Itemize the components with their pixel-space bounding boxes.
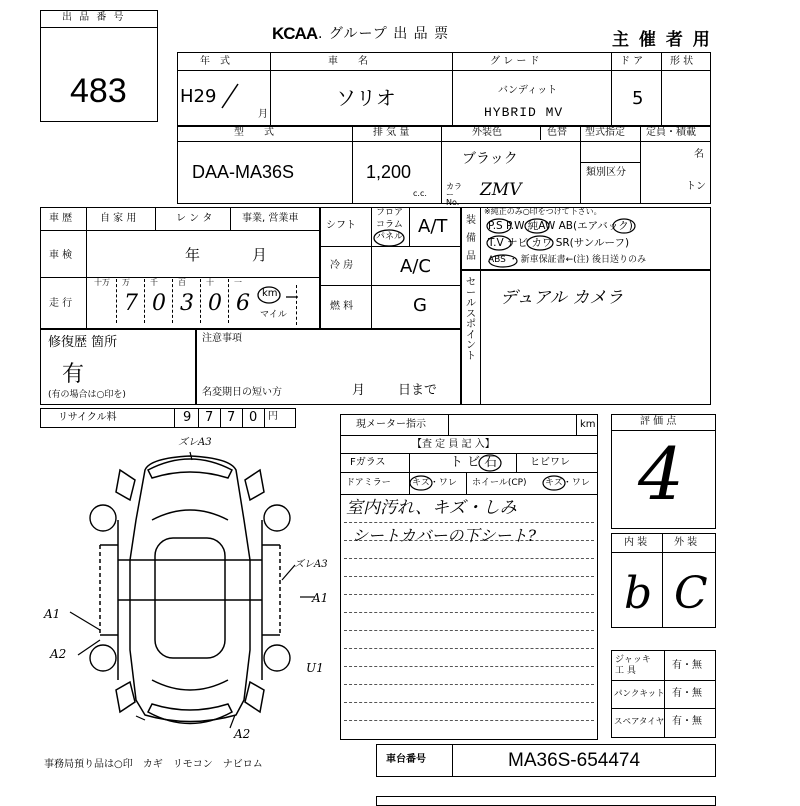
mirror-label: ドアミラー — [346, 478, 391, 488]
fglass-crack: ヒビワレ — [530, 457, 570, 468]
tool-spare-label: スペアタイヤ — [614, 717, 665, 727]
eval-score-label: 評 価 点 — [640, 416, 677, 427]
comment-rule — [344, 594, 594, 595]
private-use-label: 自 家 用 — [100, 213, 137, 224]
mileage-digit: 0 — [152, 291, 166, 316]
bottom-partial-table — [376, 796, 716, 806]
lot-number-label: 出 品 番 号 — [62, 12, 126, 23]
copy-label: 主 催 者 用 — [612, 30, 712, 50]
mileage-digit: 0 — [208, 291, 222, 316]
comment-rule — [344, 522, 594, 523]
recycle-yen: 円 — [268, 411, 278, 422]
model-label: 型 式 — [234, 127, 274, 138]
repair-note: (有の場合は○印を) — [48, 390, 126, 400]
repaint-label: 色替 — [547, 127, 567, 138]
diagram-mark-right: ズレA3 — [294, 559, 328, 570]
business-label: 事業, 営業車 — [242, 213, 299, 224]
sales-side-label: セールスポイント — [466, 277, 476, 362]
category-label: 類別区分 — [586, 167, 626, 178]
equipment-row3: ABS ・ 新車保証書←(注) 後日送りのみ — [488, 255, 647, 265]
repair-value: 有 — [62, 362, 85, 387]
grade-line2: HYBRID MV — [484, 105, 564, 120]
shift-value: A/T — [418, 216, 448, 237]
ac-value: A/C — [400, 256, 431, 277]
diagram-mark-left-a1: A1 — [44, 607, 61, 621]
year-month-unit: 月 — [258, 109, 268, 120]
rental-label: レ ン タ — [176, 213, 213, 224]
tons-unit: トン — [686, 181, 706, 192]
comment-rule — [344, 666, 594, 667]
mileage-unit-label: 万 — [122, 278, 130, 287]
doors-label: ド ア — [620, 56, 644, 67]
year-value: H29 — [180, 86, 217, 107]
shift-option-column: コラム — [376, 220, 403, 230]
color-value: ブラック — [462, 151, 518, 167]
fuel-label: 燃 料 — [330, 301, 354, 312]
notes-label: 注意事項 — [202, 333, 242, 344]
tool-punct-label: パンクキット — [614, 689, 665, 699]
chassis-value: MA36S-654474 — [508, 750, 641, 771]
inspector-comment-1: 室内汚れ、キズ・しみ — [346, 498, 517, 518]
equipment-row1: P.S P.W 純AW AB(エアバック) — [488, 220, 633, 232]
fuel-value: G — [413, 295, 427, 316]
comment-rule — [344, 702, 594, 703]
ac-label: 冷 房 — [330, 260, 354, 271]
comment-rule — [344, 612, 594, 613]
tool-jack-value: 有・無 — [672, 660, 702, 671]
history-label: 車 歴 — [49, 213, 73, 224]
exterior-label: 外 装 — [674, 537, 698, 548]
comment-rule — [344, 720, 594, 721]
shift-option-panel: パネル — [376, 232, 404, 242]
interior-label: 内 装 — [624, 537, 648, 548]
tool-jack-label: ジャッキ 工 具 — [615, 655, 651, 676]
model-designation-label: 型式指定 — [585, 127, 625, 138]
exterior-value: C — [674, 568, 708, 619]
name-label: 車 名 — [328, 56, 368, 67]
shape-label: 形 状 — [670, 56, 694, 67]
recycle-digit: 7 — [227, 410, 236, 425]
comment-rule — [344, 648, 594, 649]
capacity-label: 定員・積載 — [646, 127, 696, 138]
recycle-label: リサイクル料 — [58, 412, 117, 423]
color-no-value: ZMV — [480, 180, 522, 200]
tool-punct-value: 有・無 — [672, 688, 702, 699]
diagram-mark-u1: U1 — [306, 661, 324, 675]
meter-label: 現メーター指示 — [356, 419, 426, 430]
equipment-note: ※純正のみ○印をつけて下さい。 — [484, 207, 602, 216]
comment-rule — [344, 684, 594, 685]
comment-rule — [344, 630, 594, 631]
diagram-mark-right-a1: A1 — [312, 591, 329, 605]
model-value: DAA-MA36S — [192, 162, 295, 182]
persons-unit: 名 — [694, 149, 704, 160]
inspection-year-unit: 年 — [185, 246, 201, 264]
mileage-unit-label: 十 — [206, 278, 214, 287]
lot-number-value: 483 — [70, 72, 127, 110]
exterior-color-label: 外装色 — [472, 127, 502, 138]
shift-label: シフト — [326, 220, 356, 231]
meter-km-unit: km — [580, 419, 596, 430]
fglass-label: Fガラス — [350, 457, 386, 468]
sales-point-text: デュアル カメラ — [500, 288, 624, 308]
equipment-row2: T.V ナビ カワ SR(サンルーフ) — [488, 237, 630, 249]
wheel-options: キズ・ワレ — [545, 478, 590, 488]
recycle-digit: 7 — [205, 410, 214, 425]
inspection-label: 車 検 — [49, 250, 73, 261]
office-items: 事務局預り品は○印 カギ リモコン ナビロム — [44, 759, 263, 770]
tool-spare-value: 有・無 — [672, 716, 702, 727]
color-no-label: カラー No. — [446, 182, 462, 207]
doors-value: 5 — [632, 88, 644, 109]
wheel-label: ホイール(CP) — [472, 478, 527, 488]
comment-rule — [344, 576, 594, 577]
shift-option-floor: フロア — [376, 208, 404, 218]
recycle-digit: 0 — [249, 410, 258, 425]
mileage-digit: 7 — [124, 291, 138, 316]
inspector-comment-2: シートカバーの下シート? — [352, 526, 537, 545]
displacement-value: 1,200 — [366, 162, 412, 182]
mileage-digit: 6 — [236, 291, 250, 316]
displacement-label: 排 気 量 — [373, 127, 410, 138]
inspector-heading: 【査 定 員 記 入】 — [412, 439, 495, 450]
diagram-mark-bottom-a2: A2 — [234, 727, 251, 741]
form-title: . グループ 出 品 票 — [318, 26, 450, 42]
mileage-unit-label: 一 — [234, 278, 242, 287]
mirror-options: キズ・ワレ — [412, 478, 457, 488]
grade-line1: バンディット — [498, 85, 558, 96]
recycle-digit: 9 — [183, 410, 192, 425]
mileage-label: 走 行 — [49, 298, 73, 309]
auction-logo: KCAA — [272, 24, 318, 43]
repair-label: 修復歴 箇所 — [48, 335, 118, 350]
deadline-month-unit: 月 — [352, 383, 366, 398]
comment-rule — [344, 558, 594, 559]
mileage-unit-label: 十万 — [94, 278, 110, 287]
deadline-label: 名変期日の短い方 — [202, 387, 282, 398]
inspection-month-unit: 月 — [252, 246, 268, 264]
diagram-mark-top: ズレA3 — [178, 437, 212, 448]
interior-value: b — [624, 568, 653, 619]
year-label: 年 式 — [200, 56, 230, 67]
chassis-label: 車台番号 — [386, 754, 426, 765]
cc-unit: c.c. — [413, 189, 427, 198]
mile-label: マイル — [260, 310, 287, 320]
equipment-side-label: 装 備 品 — [466, 215, 476, 262]
mileage-unit-label: 千 — [150, 278, 158, 287]
diagram-mark-left-a2: A2 — [50, 647, 67, 661]
eval-score-value: 4 — [638, 432, 684, 516]
fglass-chip: ト ビ 石 — [450, 455, 498, 470]
grade-label: グ レ ー ド — [490, 56, 540, 67]
mileage-digit: 3 — [180, 291, 194, 316]
mileage-unit-label: 百 — [178, 278, 186, 287]
deadline-day-unit: 日まで — [398, 383, 438, 398]
km-label: km — [262, 288, 278, 299]
vehicle-name-value: ソリオ — [336, 86, 396, 110]
